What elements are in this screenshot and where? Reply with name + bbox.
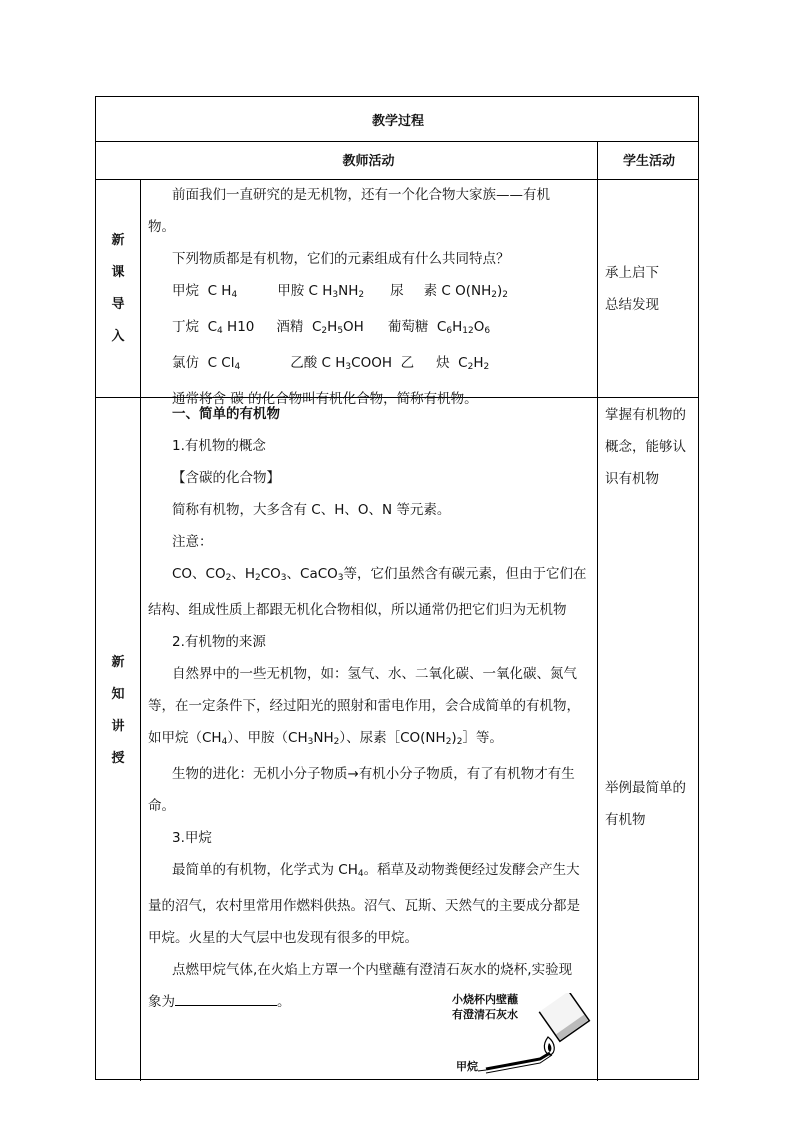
source-line-1: 自然界中的一些无机物，如：氢气、水、二氧化碳、一氧化碳、氮气 [172, 666, 577, 682]
figure-label-methane: 甲烷 [456, 1060, 478, 1073]
experiment-line-2: 象为 。 [148, 994, 291, 1010]
student-activity-header: 学生活动 [622, 154, 675, 169]
note-label: 注意： [172, 534, 213, 550]
evolution-line-1: 生物的进化：无机小分子物质→有机小分子物质，有了有机物才有生 [172, 766, 575, 782]
subheading-source: 2.有机物的来源 [172, 634, 266, 650]
intro-content [148, 179, 588, 415]
section-heading: 一、简单的有机物 [172, 406, 280, 422]
new-knowledge-student-activity-2: 举例最简单的 有机物 [605, 780, 686, 828]
intro-para-1b: 物。 [148, 219, 175, 235]
concept-text: 简称有机物，大多含有 C、H、O、N 等元素。 [172, 502, 451, 518]
table-title: 教学过程 [371, 114, 424, 129]
teacher-activity-header: 教师活动 [342, 154, 395, 169]
intro-student-activity: 承上启下 总结发现 [605, 265, 659, 313]
note-line-1: CO、$CO_2$、$H_2CO_3$、CaCO$_3$等，它们虽然含有碳元素，但由于它们在 [172, 566, 587, 583]
intro-para-1: 前面我们一直研究的是无机物，还有一个化合物大家族——有机 [172, 187, 550, 203]
subheading-methane: 3.甲烷 [172, 830, 212, 846]
methane-line-1: 最简单的有机物，化学式为 $CH_4$。稻草及动物粪便经过发酵会产生大 [172, 862, 580, 879]
evolution-line-2: 命。 [148, 798, 175, 814]
section-label-intro: 新 课 导 入 [111, 233, 125, 344]
teaching-process-table [95, 96, 699, 1080]
compound-row-2: 丁烷 $C_4$ H10 酒精 $C_2H_5OH$ 葡萄糖 $C_6H_{12}O_6$ [172, 319, 491, 336]
answer-blank[interactable] [175, 993, 277, 1006]
subheading-concept: 1.有机物的概念 [172, 438, 266, 454]
col-divider [140, 179, 141, 1081]
new-knowledge-student-activity-1: 掌握有机物的 概念，能够认 识有机物 [605, 407, 686, 487]
figure-label-limewater: 有澄清石灰水 [452, 1008, 518, 1021]
new-knowledge-content [148, 398, 592, 1018]
source-line-2: 等，在一定条件下，经过阳光的照射和雷电作用，会合成简单的有机物， [148, 698, 580, 714]
intro-conclusion: 通常将含 碳 的化合物叫有机化合物，简称有机物。 [172, 391, 478, 407]
col-divider [597, 141, 598, 1081]
note-line-2: 结构、组成性质上都跟无机化合物相似，所以通常仍把它们归为无机物 [148, 602, 567, 618]
row-divider [96, 141, 698, 142]
compound-row-1: 甲烷 C $H_4$ 甲胺 C $H_3NH_2$ 尿 素 C $O(NH_2)_2$ [172, 283, 509, 300]
methane-line-3: 甲烷。火星的大气层中也发现有很多的甲烷。 [148, 930, 418, 946]
section-label-new-knowledge: 新 知 讲 授 [111, 655, 125, 766]
intro-question: 下列物质都是有机物，它们的元素组成有什么共同特点？ [172, 251, 510, 267]
compound-row-3: 氯仿 C $Cl_4$ 乙酸 C $H_3COOH$ 乙 炔 $C_2H_2$ [172, 355, 490, 372]
source-line-3: 如甲烷$(CH_4)$、甲胺$(CH_3NH_2)$、尿素$[CO(NH_2)_2]$等。 [148, 730, 503, 747]
methane-line-2: 量的沼气，农村里常用作燃料供热。沼气、瓦斯、天然气的主要成分都是 [148, 898, 580, 914]
concept-definition: 【含碳的化合物】 [172, 470, 280, 486]
methane-experiment-figure [452, 993, 596, 1077]
figure-label-beaker: 小烧杯内壁蘸 [452, 993, 518, 1006]
experiment-line-1: 点燃甲烷气体,在火焰上方罩一个内壁蘸有澄清石灰水的烧杯,实验现 [172, 962, 573, 978]
beaker-flame-illustration [452, 993, 596, 1077]
